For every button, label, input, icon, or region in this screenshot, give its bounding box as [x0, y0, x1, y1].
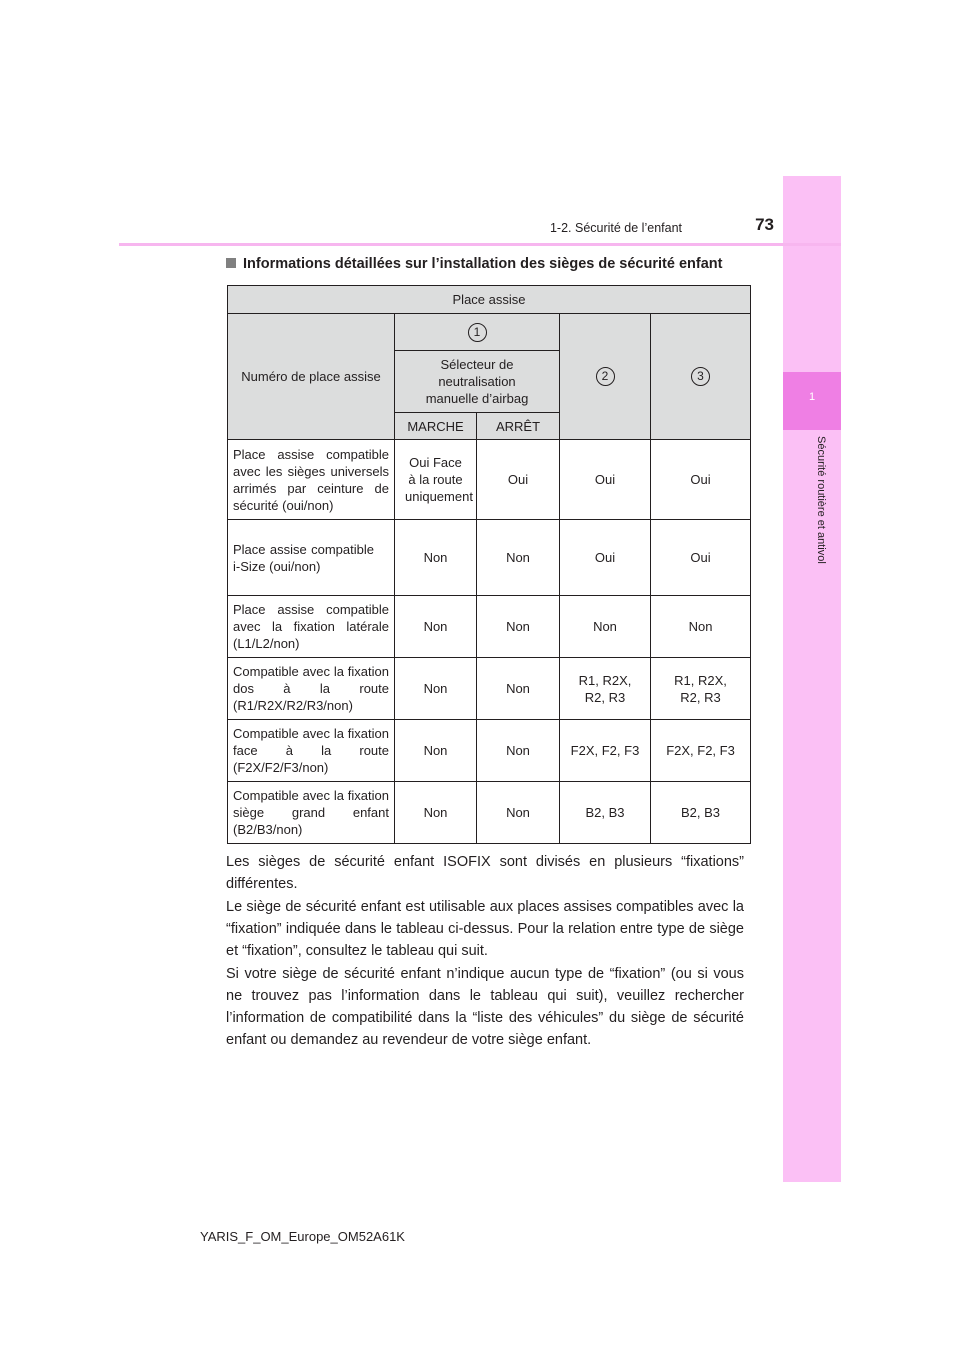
table-cell: B2, B3	[651, 782, 751, 844]
row-label: Compatible avec la fixation dos à la route (R1/R2X/R2/R3/non)	[228, 658, 395, 720]
table-cell: R1, R2X, R2, R3	[651, 658, 751, 720]
table-cell: R1, R2X, R2, R3	[560, 658, 651, 720]
row-label: Place assise compatible avec les sièges universels arrimés par ceinture de sécurité (oui/non)	[228, 440, 395, 520]
table-cell: Non	[395, 658, 477, 720]
table-cell: Non	[395, 720, 477, 782]
table-cell: Non	[477, 720, 560, 782]
table-cell: Non	[560, 596, 651, 658]
chapter-label: Sécurité routière et antivol	[815, 436, 827, 564]
paragraph: Si votre siège de sécurité enfant n’indique aucun type de “fixation” (ou si vous ne trouvez pas l’information dans le tableau qui suit), veuillez rechercher l’information de compatibilité dans la “liste des véhicules” du siège de sécurité enfant ou demandez au revendeur de votre siège enfant.	[226, 966, 744, 1048]
square-bullet-icon	[226, 258, 236, 268]
marche-header: MARCHE	[395, 413, 477, 440]
table-row	[228, 720, 751, 782]
chapter-title: 1-2. Sécurité de l’enfant	[549, 221, 682, 235]
document-code: YARIS_F_OM_Europe_OM52A61K	[200, 1229, 405, 1244]
table-cell: Oui	[651, 440, 751, 520]
row-label: Compatible avec la fixation siège grand enfant (B2/B3/non)	[228, 782, 395, 844]
seat-3-badge: 3	[691, 367, 710, 386]
table-row	[228, 520, 751, 596]
table-cell: B2, B3	[560, 782, 651, 844]
table-row	[228, 596, 751, 658]
paragraph: Les sièges de sécurité enfant ISOFIX sont divisés en plusieurs “fixations” différentes.	[226, 854, 744, 892]
table-cell: Oui	[477, 440, 560, 520]
seat-1-badge: 1	[468, 323, 487, 342]
table-cell: F2X, F2, F3	[560, 720, 651, 782]
table-cell: F2X, F2, F3	[651, 720, 751, 782]
paragraph: Le siège de sécurité enfant est utilisable aux places assises compatibles avec la “fixation” indiquée dans le tableau ci-dessus. Pour la relation entre type de siège et “fixation”, consultez le tableau qui suit.	[226, 899, 744, 959]
seat-3-header	[651, 314, 751, 440]
seat-number-header: Numéro de place assise	[228, 314, 395, 440]
section-heading	[226, 256, 766, 272]
seating-position-table	[227, 285, 751, 844]
chapter-side-tab	[783, 176, 841, 1182]
row-label: Place assise compatible i-Size (oui/non)	[228, 520, 395, 596]
table-cell: Non	[395, 782, 477, 844]
table-cell: Oui	[651, 520, 751, 596]
table-cell: Non	[477, 596, 560, 658]
header-rule	[119, 243, 841, 246]
table-cell: Non	[395, 596, 477, 658]
table-row	[228, 440, 751, 520]
table-row	[228, 658, 751, 720]
table-row	[228, 782, 751, 844]
table-cell: Non	[477, 782, 560, 844]
table-cell: Oui	[560, 520, 651, 596]
table-cell: Non	[477, 658, 560, 720]
seat-2-badge: 2	[596, 367, 615, 386]
table-cell: Non	[395, 520, 477, 596]
place-assise-header: Place assise	[228, 286, 751, 314]
table-cell: Non	[477, 520, 560, 596]
chapter-number: 1	[808, 391, 816, 403]
table-cell: Oui	[560, 440, 651, 520]
table-cell: Oui Face à la route uniquement	[395, 440, 477, 520]
page-number: 73	[755, 215, 774, 234]
arret-header: ARRÊT	[477, 413, 560, 440]
airbag-selector-header: Sélecteur de neutralisation manuelle d’airbag	[395, 351, 560, 413]
row-label: Compatible avec la fixation face à la route (F2X/F2/F3/non)	[228, 720, 395, 782]
section-heading-text: Informations détaillées sur l’installation des sièges de sécurité enfant	[243, 256, 723, 272]
seat-1-header	[395, 314, 560, 351]
row-label: Place assise compatible avec la fixation latérale (L1/L2/non)	[228, 596, 395, 658]
table-cell: Non	[651, 596, 751, 658]
seat-2-header	[560, 314, 651, 440]
